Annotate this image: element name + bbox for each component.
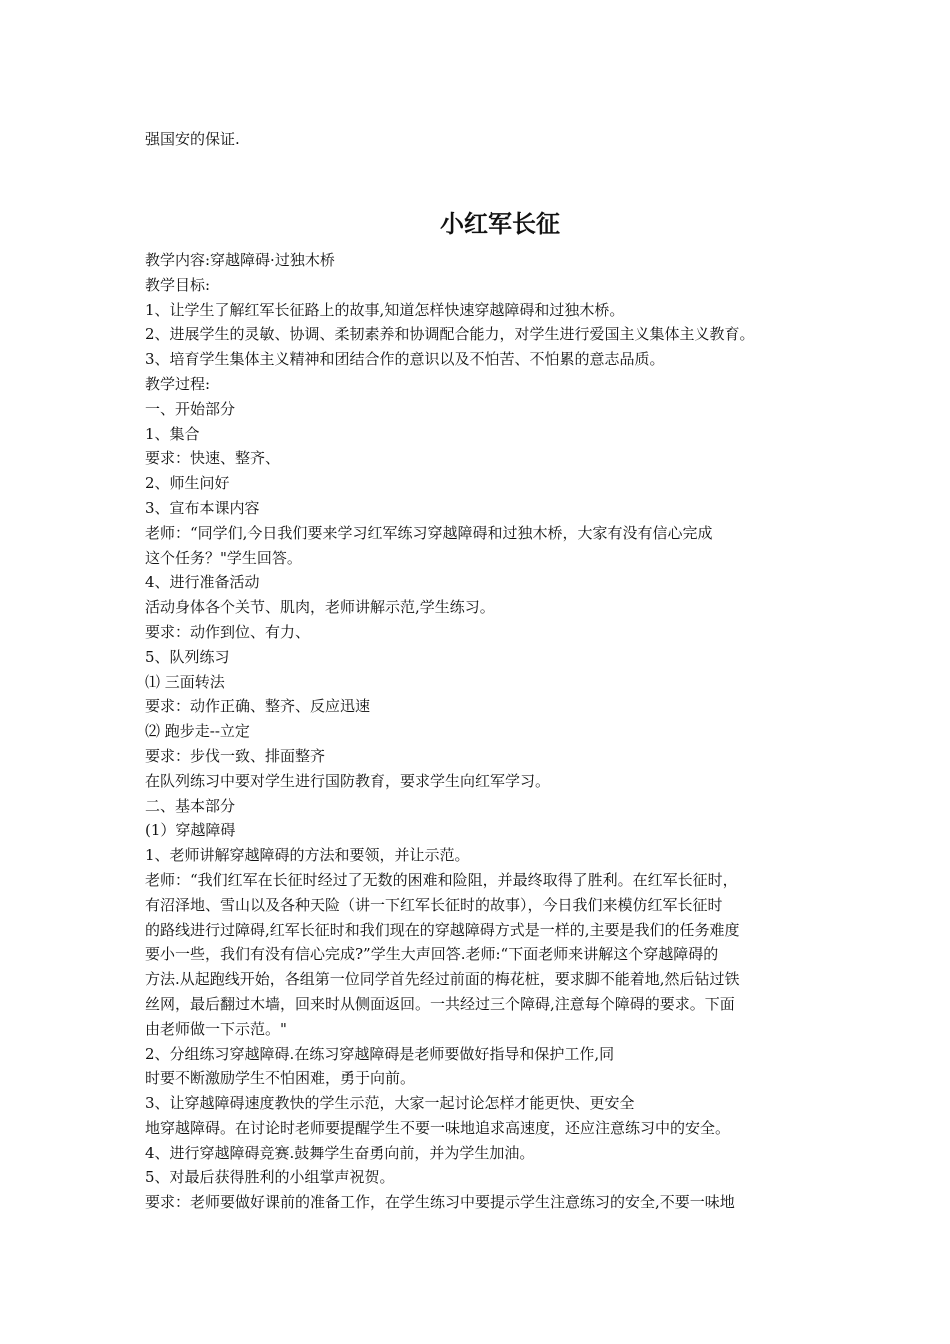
text-line: ⑴ 三面转法 bbox=[145, 672, 225, 691]
text-line: 要求：快速、整齐、 bbox=[145, 449, 281, 468]
text-line: 要求：老师要做好课前的准备工作，在学生练习中要提示学生注意练习的安全,不要一味地 bbox=[145, 1193, 735, 1212]
text-line: 活动身体各个关节、肌肉，老师讲解示范,学生练习。 bbox=[145, 598, 495, 617]
text-line: 3、让穿越障碍速度教快的学生示范，大家一起讨论怎样才能更快、更安全 bbox=[145, 1094, 635, 1113]
carry-over-text: 强国安的保证. bbox=[145, 130, 240, 148]
text-line: 教学目标: bbox=[145, 275, 211, 294]
text-line: 要求：步伐一致、排面整齐 bbox=[145, 746, 326, 765]
text-line: 方法.从起跑线开始，各组第一位同学首先经过前面的梅花桩，要求脚不能着地,然后钻过铁 bbox=[145, 970, 740, 989]
text-line: 3、培育学生集体主义精神和团结合作的意识以及不怕苦、不怕累的意志品质。 bbox=[145, 350, 665, 369]
text-line: 时要不断激励学生不怕困难，勇于向前。 bbox=[145, 1069, 416, 1088]
text-line: 1、集合 bbox=[145, 424, 200, 443]
text-line: 5、对最后获得胜利的小组掌声祝贺。 bbox=[145, 1168, 395, 1187]
text-line: (1）穿越障碍 bbox=[145, 821, 236, 840]
text-line: 二、基本部分 bbox=[145, 796, 236, 815]
text-line: ⑵ 跑步走--立定 bbox=[145, 722, 250, 741]
text-line: 这个任务？"学生回答。 bbox=[145, 548, 302, 567]
text-line: 5、队列练习 bbox=[145, 647, 230, 666]
text-line: 4、进行穿越障碍竞赛.鼓舞学生奋勇向前，并为学生加油。 bbox=[145, 1143, 535, 1162]
text-line: 的路线进行过障碍,红军长征时和我们现在的穿越障碍方式是一样的,主要是我们的任务难度 bbox=[145, 920, 740, 939]
text-line: 4、进行准备活动 bbox=[145, 573, 260, 592]
text-line: 由老师做一下示范。" bbox=[145, 1019, 287, 1038]
text-line: 教学内容:穿越障碍·过独木桥 bbox=[145, 251, 335, 269]
text-line: 老师：“我们红军在长征时经过了无数的困难和险阻，并最终取得了胜利。在红军长征时， bbox=[145, 870, 738, 889]
text-line: 3、宣布本课内容 bbox=[145, 498, 260, 517]
text-line: 教学过程: bbox=[145, 374, 211, 393]
text-line: 在队列练习中要对学生进行国防教育，要求学生向红军学习。 bbox=[145, 771, 551, 790]
document-body bbox=[145, 248, 820, 1215]
document-title: 小红军长征 bbox=[440, 210, 560, 238]
text-line: 丝网，最后翻过木墙，回来时从侧面返回。一共经过三个障碍,注意每个障碍的要求。下面 bbox=[145, 994, 735, 1013]
text-line: 2、分组练习穿越障碍.在练习穿越障碍是老师要做好指导和保护工作,同 bbox=[145, 1044, 615, 1063]
text-line: 要求：动作正确、整齐、反应迅速 bbox=[145, 697, 371, 716]
text-line: 老师：“同学们,今日我们要来学习红军练习穿越障碍和过独木桥，大家有没有信心完成 bbox=[145, 523, 713, 542]
text-line: 2、师生问好 bbox=[145, 474, 230, 493]
text-line: 地穿越障碍。在讨论时老师要提醒学生不要一味地追求高速度，还应注意练习中的安全。 bbox=[145, 1118, 731, 1137]
text-line: 一、开始部分 bbox=[145, 399, 236, 418]
text-line: 1、老师讲解穿越障碍的方法和要领，并让示范。 bbox=[145, 846, 470, 865]
text-line: 要小一些，我们有没有信心完成?”学生大声回答.老师:“下面老师来讲解这个穿越障碍的 bbox=[145, 945, 719, 964]
text-line: 要求：动作到位、有力、 bbox=[145, 622, 311, 641]
text-line: 有沼泽地、雪山以及各种天险（讲一下红军长征时的故事），今日我们来模仿红军长征时 bbox=[145, 895, 723, 914]
text-line: 2、进展学生的灵敏、协调、柔韧素养和协调配合能力，对学生进行爱国主义集体主义教育。 bbox=[145, 325, 755, 344]
text-line: 1、让学生了解红军长征路上的故事,知道怎样快速穿越障碍和过独木桥。 bbox=[145, 300, 625, 319]
